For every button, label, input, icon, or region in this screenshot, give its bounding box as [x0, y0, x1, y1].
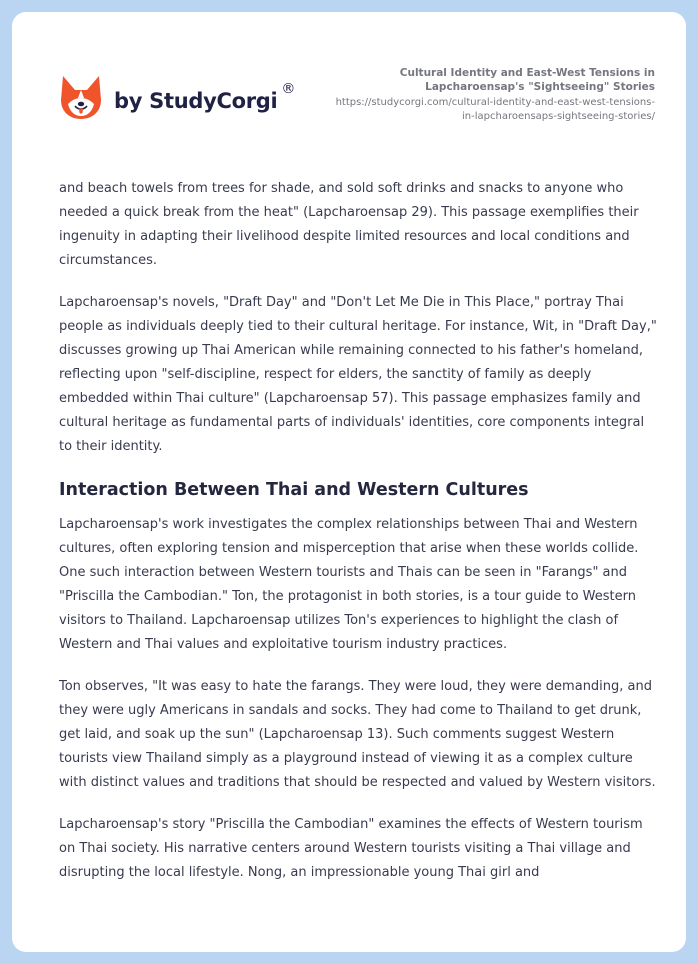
paragraph: Lapcharoensap's story "Priscilla the Cambodian" examines the effects of Western tourism on Thai society. His narrative centers around Western tourists visiting a Thai village and disrupting the local lifestyle. Nong, an impressionable young Thai girl and	[59, 817, 643, 880]
paragraph: Ton observes, "It was easy to hate the farangs. They were loud, they were demanding, and they were ugly Americans in sandals and socks. They had come to Thailand to get drunk, get laid, and soak up the sun" (Lapcharoensap 13). Such comments suggest Western tourists view Thailand simply as a playground instead of viewing it as a complex culture with distinct values and traditions that should be respected and valued by Western visitors.	[59, 679, 656, 790]
page-header	[12, 12, 686, 152]
logo-text: by StudyCorgi	[114, 89, 278, 113]
corgi-logo-icon	[60, 74, 102, 120]
paragraph: and beach towels from trees for shade, and sold soft drinks and snacks to anyone who needed a quick break from the heat" (Lapcharoensap 29). This passage exemplifies their ingenuity in adapting their livelihood despite limited resources and local conditions and circumstances.	[59, 181, 639, 268]
section-heading: Interaction Between Thai and Western Cultures	[59, 480, 529, 500]
document-title: Cultural Identity and East-West Tensions in Lapcharoensap's "Sightseeing" Stories	[399, 67, 655, 93]
document-meta	[325, 66, 655, 124]
paragraph: Lapcharoensap's work investigates the complex relationships between Thai and Western cultures, often exploring tension and misperception that arise when these worlds collide. One such interaction between Western tourists and Thais can be seen in "Farangs" and "Priscilla the Cambodian." Ton, the protagonist in both stories, is a tour guide to Western visitors to Thailand. Lapcharoensap utilizes Ton's experiences to highlight the clash of Western and Thai values and exploitative tourism industry practices.	[59, 517, 639, 652]
registered-mark: ®	[281, 81, 296, 97]
studycorgi-logo[interactable]	[60, 74, 295, 120]
document-url[interactable]: https://studycorgi.com/cultural-identity-and-east-west-tensions-in-lapcharoensaps-sightseeing-stories/	[335, 97, 655, 122]
paragraph: Lapcharoensap's novels, "Draft Day" and "Don't Let Me Die in This Place," portray Thai people as individuals deeply tied to their cultural heritage. For instance, Wit, in "Draft Day," discusses growing up Thai American while remaining connected to his father's homeland, reflecting upon "self-discipline, respect for elders, the sanctity of family as deeply embedded within Thai culture" (Lapcharoensap 57). This passage emphasizes family and cultural heritage as fundamental parts of individuals' identities, core components integral to their identity.	[59, 295, 657, 454]
article-body	[59, 177, 661, 903]
document-page	[12, 12, 686, 952]
